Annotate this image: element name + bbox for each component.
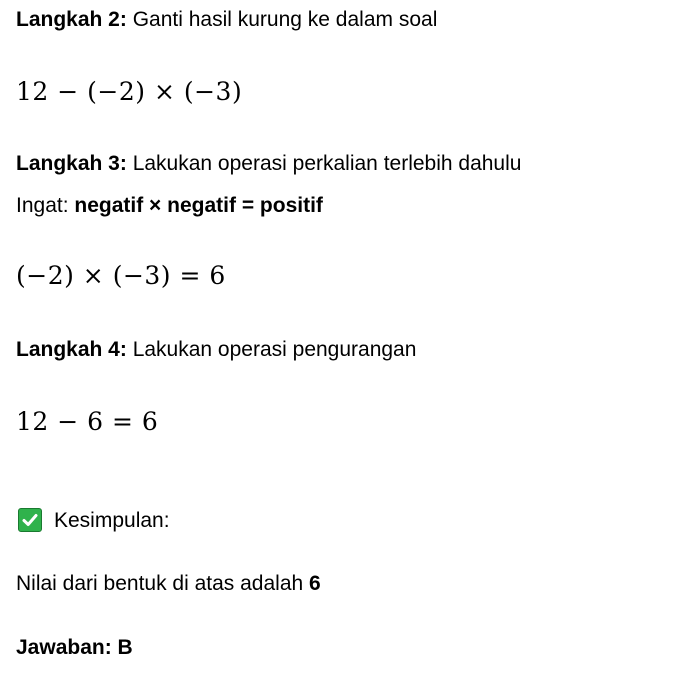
conclusion-sentence: Nilai dari bentuk di atas adalah <box>16 572 310 595</box>
step-2-expression: 12 − (−2) × (−3) <box>16 77 243 106</box>
final-answer: Jawaban: B <box>16 636 133 659</box>
step-2-text: Ganti hasil kurung ke dalam soal <box>126 8 438 31</box>
step-3-expression: (−2) × (−3) = 6 <box>16 261 226 290</box>
step-2-heading <box>16 6 437 34</box>
step-3-note <box>16 192 323 220</box>
step-4-text: Lakukan operasi pengurangan <box>126 338 417 361</box>
conclusion-heading <box>18 507 170 535</box>
solution-document <box>16 0 678 674</box>
conclusion-value: 6 <box>309 572 321 595</box>
step-3-text: Lakukan operasi perkalian terlebih dahulu <box>126 152 522 175</box>
step-3-note-prefix: Ingat: <box>16 194 75 217</box>
step-3-note-rule: negatif × negatif = positif <box>74 194 323 217</box>
step-3-label: Langkah 3: <box>16 152 127 175</box>
check-mark-icon <box>18 508 42 532</box>
step-3-heading <box>16 150 521 178</box>
conclusion-text <box>16 570 321 598</box>
step-4-heading <box>16 336 416 364</box>
conclusion-title: Kesimpulan: <box>54 509 170 532</box>
step-4-label: Langkah 4: <box>16 338 127 361</box>
step-4-expression: 12 − 6 = 6 <box>16 407 159 436</box>
step-2-label: Langkah 2: <box>16 8 127 31</box>
